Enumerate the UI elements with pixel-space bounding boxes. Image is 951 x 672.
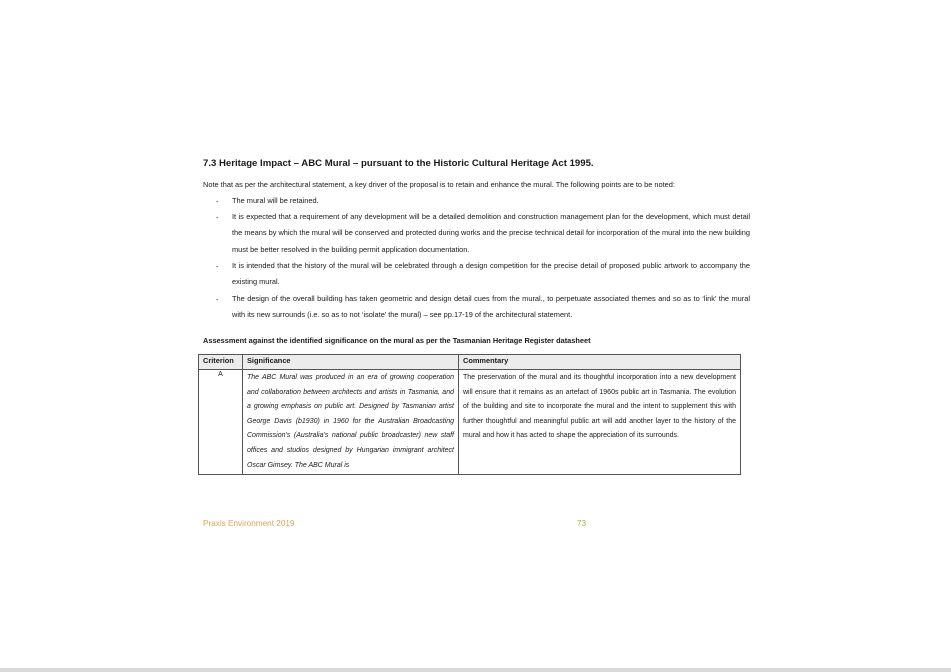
cell-significance: The ABC Mural was produced in an era of growing cooperation and collaboration between architects and artists in Tasmania, and a growing emphasis on public art. Designed by Tasmanian artist George Davis (b1930) in 1960 for the Australian Broadcasting Commission’s (Australia’s national public broadcaster) new staff offices and studios designed by Hungarian immigrant architect Oscar Gimsey. The ABC Mural is <box>243 370 459 475</box>
header-commentary: Commentary <box>459 355 741 370</box>
bullet-item: The design of the overall building has taken geometric and design detail cues from the mural., to perpetuate associated themes and so as to ‘link’ the mural with its new surrounds (i.e. so as to not ‘isolate’ the mural) – see pp.17-19 of the architectural statement. <box>232 294 750 320</box>
table-row <box>199 370 741 475</box>
bullet-item: The mural will be retained. <box>232 196 319 205</box>
bullet-marker: - <box>216 197 219 206</box>
intro-paragraph: Note that as per the architectural statement, a key driver of the proposal is to retain and enhance the mural. The following points are to be noted: <box>203 180 675 189</box>
cell-criterion: A <box>199 370 243 475</box>
bullet-marker: - <box>216 295 219 304</box>
assessment-heading: Assessment against the identified significance on the mural as per the Tasmanian Heritage Register datasheet <box>203 336 591 345</box>
table-header-row <box>199 355 741 370</box>
cell-commentary: The preservation of the mural and its thoughtful incorporation into a new development will ensure that it remains as an artefact of 1960s public art in Tasmania. The evolution of the building and site to incorporate the mural and the intent to supplement this with further thoughtful and meaningful public art will add another layer to the history of the mural and how it has acted to shape the appreciation of its surrounds. <box>459 370 741 475</box>
footer-organisation: Praxis Environment 2019 <box>203 519 295 528</box>
significance-table <box>198 354 741 475</box>
header-significance: Significance <box>243 355 459 370</box>
bullet-item: It is intended that the history of the mural will be celebrated through a design competition for the precise detail of proposed public artwork to accompany the existing mural. <box>232 261 750 287</box>
bullet-marker: - <box>216 262 219 271</box>
bullet-item: It is expected that a requirement of any development will be a detailed demolition and construction management plan for the development, which must detail the means by which the mural will be conserved and protected during works and the precise technical detail for incorporation of the mural into the new building must be better resolved in the building permit application documentation. <box>232 212 750 254</box>
bullet-marker: - <box>216 213 219 222</box>
page-number: 73 <box>577 519 587 528</box>
section-heading: 7.3 Heritage Impact – ABC Mural – pursuant to the Historic Cultural Heritage Act 1995. <box>203 158 594 169</box>
viewer-bottom-edge <box>0 668 951 672</box>
header-criterion: Criterion <box>199 355 243 370</box>
